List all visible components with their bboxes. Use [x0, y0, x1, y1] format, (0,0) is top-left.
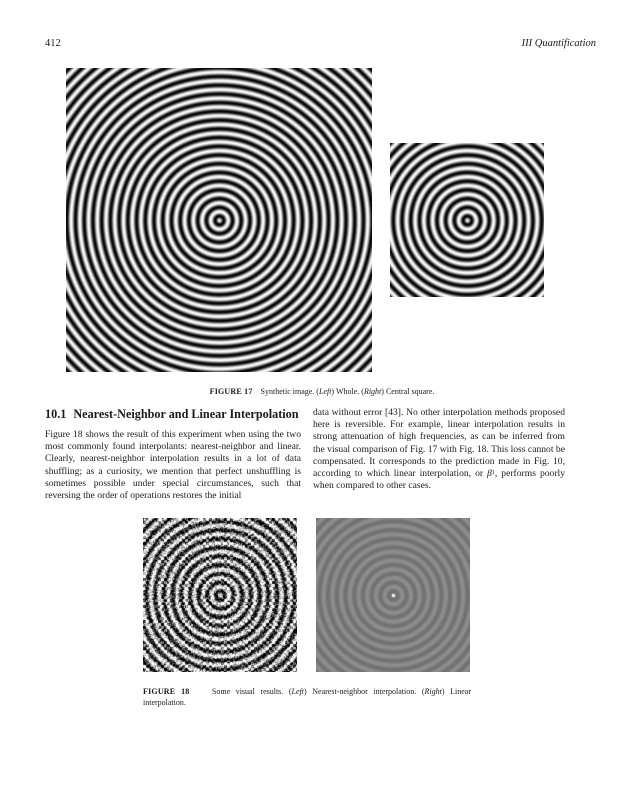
page-number: 412 [45, 38, 61, 49]
paragraph-left: Figure 18 shows the result of this experiment when using the two most commonly found interpolants: nearest-neighbor and linear. Clearly, nearest-neighbor interpolation results in a lot of data shuffling; as a curiosity, we mention that perfect unshuffling is sometimes possible under special circumstances, such that reversing the order of operations restores the initial [45, 429, 301, 502]
section-title: Nearest-Neighbor and Linear Interpolation [73, 407, 299, 421]
caption-text: ) Linear interpolation. [143, 687, 471, 707]
left-column [45, 407, 301, 502]
caption-left-word: Left [291, 687, 304, 696]
running-title: III Quantification [521, 38, 596, 49]
caption-text: ) Central square. [381, 387, 435, 396]
section-number: 10.1 [45, 407, 67, 421]
caption-right-word: Right [363, 387, 382, 396]
figure-17-central-square-image [390, 143, 544, 297]
beta-symbol: β [487, 468, 492, 480]
paragraph-text: data without error [43]. No other interpolation methods proposed here is reversible. For example, linear interpolation results in strong attenuation of high frequencies, as can be inferred from the visual comparison of Fig. 17 with Fig. 18. This loss cannot be compensated. It corresponds to the prediction made in Fig. 10, according to which linear interpolation, or [313, 407, 565, 480]
caption-right-word: Right [424, 687, 442, 696]
figure-18-linear-image [316, 518, 470, 672]
right-column [313, 407, 565, 492]
caption-text: ) Nearest-neighbor interpolation. ( [304, 687, 425, 696]
figure-17-caption [0, 386, 644, 397]
caption-left-word: Left [318, 387, 332, 396]
caption-text: ) Whole. ( [331, 387, 364, 396]
caption-text: Synthetic image. ( [260, 387, 319, 396]
figure-18-caption [143, 686, 471, 708]
caption-text: Some visual results. ( [211, 687, 292, 696]
paragraph-text: , performs poorly when compared to other cases. [313, 468, 565, 492]
section-heading [45, 407, 301, 421]
figure-17-whole-image [66, 68, 372, 372]
figure-18-nearest-neighbor-image [143, 518, 297, 672]
beta-superscript: 1 [491, 470, 495, 477]
paragraph-right [313, 407, 565, 492]
figure-17-label: FIGURE 17 [209, 387, 253, 396]
figure-18-label: FIGURE 18 [143, 687, 190, 696]
